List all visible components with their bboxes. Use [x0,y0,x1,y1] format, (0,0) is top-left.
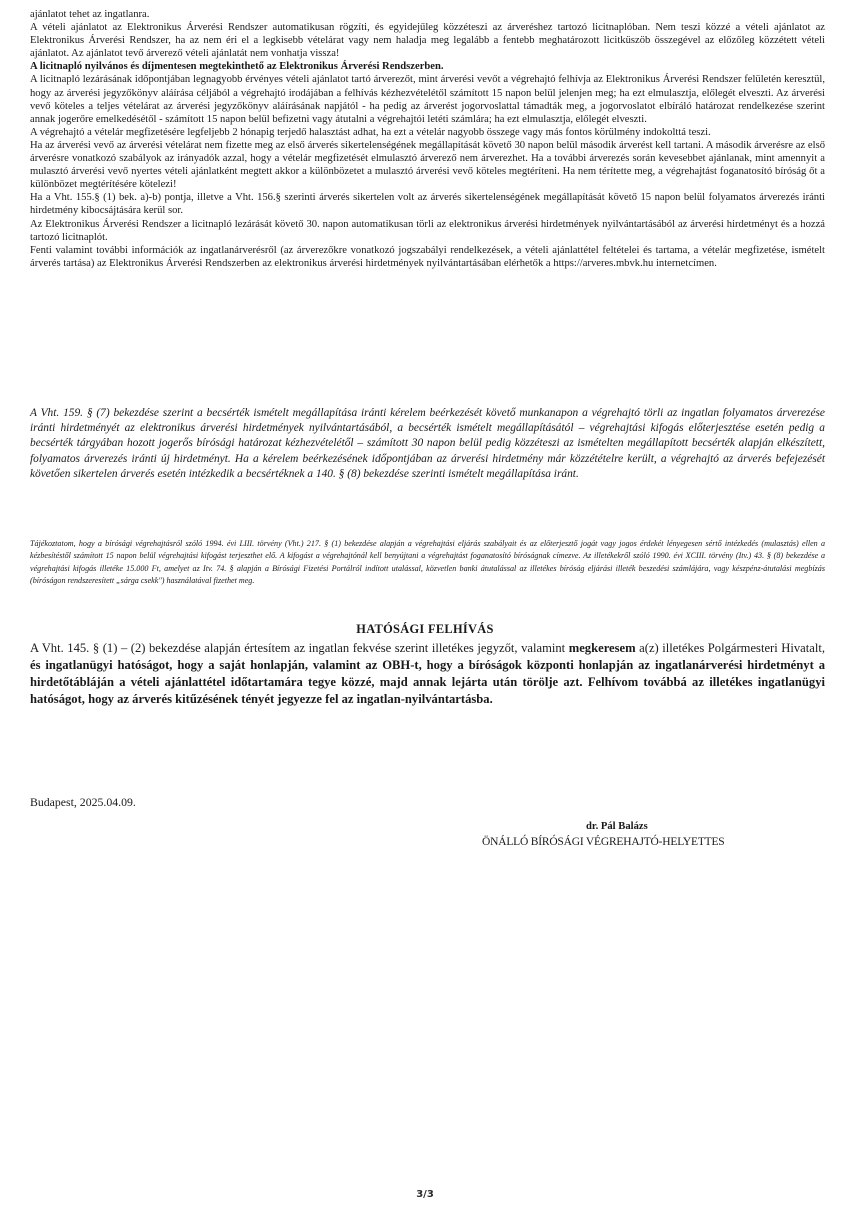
body-line-1: ajánlatot tehet az ingatlanra. [30,9,150,20]
authority-text-part-1: A Vht. 145. § (1) – (2) bekezdése alapján értesítem az ingatlan fekvése szerint illetékes jegyzőt, valamint [30,641,569,655]
signer-title: ÖNÁLLÓ BÍRÓSÁGI VÉGREHAJTÓ-HELYETTES [482,836,725,848]
signer-name: dr. Pál Balázs [586,821,648,832]
place-date: Budapest, 2025.04.09. [30,795,136,809]
legal-remedy-text: Tájékoztatom, hogy a bírósági végrehajtásról szóló 1994. évi LIII. törvény (Vht.) 217. § (1) bekezdése alapján a végrehajtási eljárás szabályait és az előterjesztő jogát vagy jogos érdekét lényegesen sértő intézkedés (mulasztás) ellen a kézbesítéstől számított 15 napon belül végrehajtási kifogást terjeszthet elő. A kifogást a végrehajtónál kell benyújtani a végrehajtást foganatosító bíróságnak címezve. Az illetékekről szóló 1990. évi XCIII. törvény (Itv.) 43. § (8) bekezdése a végrehajtási kifogás illetéke 15.000 Ft, amelyet az Itv. 74. § alapján a Bírósági Fizetési Portálról indított utalással, közvetlen banki átutalással az illetékes bíróság eljárási illeték beszedési számlájára, vagy készpénz-átutalási megbízás (bíróságon rendszeresített „sárga csekk") használatával fizethet meg. [30,539,825,585]
body-para-6: Az Elektronikus Árverési Rendszer a licitnapló lezárását követő 30. napon automatikusan törli az elektronikus árverési hirdetmények nyilvántartásából az árverési hirdetményt és a hozzá tartozó licitnaplót. [30,218,825,243]
legal-remedy-notice [30,538,825,587]
auction-rules-section [30,8,825,270]
authority-text-bold-1: megkeresem [568,641,636,655]
body-para-2: A licitnapló lezárásának időpontjában legnagyobb érvényes vételi ajánlatot tartó árverezőt, mint árverési vevőt a végrehajtó felhívja az Elektronikus Árverési Rendszer felületén keresztül, hogy az árverési jegyzőkönyv aláírása céljából a végrehajtó irodájában a felhívás kézhezvételétől számított 15 napon belül jelenjen meg; ha ezt elmulasztja, előlegét elveszti. Az árverési vevő köteles a teljes vételárat az árverési jegyzőkönyv aláírásának napjától - ha pedig az árverést jogorvoslattal támadták meg, a jogorvoslatot elbíráló határozat rendelkezése szerint annak jogerőre emelkedésétől - számított 15 napon belül befizetni vagy átutalni a végrehajtói letéti számlára; ha ezt elmulasztja, előlegét elveszti. [30,74,825,125]
body-para-7: Fenti valamint további információk az ingatlanárverésről (az árverezőkre vonatkozó jogszabályi rendelkezések, a vételi ajánlattétel feltételei és tartama, a vételár megfizetése, ismételt árverés tartása) az Elektronikus Árverési Rendszerben az elektronikus árverési hirdetmények nyilvántartásában elérhetők a https://arveres.mbvk.hu internetcímen. [30,244,825,269]
body-para-5: Ha a Vht. 155.§ (1) bek. a)-b) pontja, illetve a Vht. 156.§ szerinti árverés sikertelen volt az árverés sikertelenségének megállapítását követő 15 napon belül folyamatos árverezés iránti hirdetmény kibocsájtására kerül sor. [30,192,825,217]
authority-text-bold-2: és ingatlanügyi hatóságot, hogy a saját honlapján, valamint az OBH-t, hogy a bíróságok központi honlapján az ingatlanárverési hirdetményt a hirdetőtábláján a vételi ajánlattétel időtartamára tegye közzé, majd annak lejárta után törölje azt. Felhívom továbbá az illetékes ingatlanügyi hatóságot, hogy az árverés kitűzésének tényét jegyezze fel az ingatlan-nyilvántartásba. [30,658,825,706]
body-para-3: A végrehajtó a vételár megfizetésére legfeljebb 2 hónapig terjedő halasztást adhat, ha ezt a vételár nagyobb összege vagy más fontos körülmény indokolttá teszi. [30,126,711,138]
authority-request-text [30,640,825,708]
body-para-1: A vételi ajánlatot az Elektronikus Árverési Rendszer automatikusan rögzíti, és egyidejűleg közzéteszi az árveréshez tartozó licitnaplóban. Nem teszi közzé a vételi ajánlatot az Elektronikus Árverési Rendszer, ha az nem éri el a legkisebb vételárat vagy nem haladja meg legalább a fentebb meghatározott licitküszöb összegével az előzőleg közzétett vételi ajánlatot. Az ajánlatot tevő árverező vételi ajánlatát nem vonhatja vissza! [30,22,825,60]
body-para-4: Ha az árverési vevő az árverési vételárat nem fizette meg az első árverés sikertelenségének megállapítását követő 30 napon belül második árverést kell tartani. A második árverésre az első árverésre vonatkozó szabályok az irányadók azzal, hogy a vételár megfizetését elmulasztó árverező nem árverezhet. Ha a további árverezés során kevesebbet ajánlanak, mint amennyit a mulasztó árverési vevő nyertes vételi ajánlatként megtett akkor a különbözetet a mulasztó árverési vevő köteles megtéríteni. Ha nem térítette meg, a végrehajtást foganatosító bíróság őt a különbözet megtérítésére kötelezi! [30,139,825,191]
valuation-notice [30,406,825,482]
page-number: 3/3 [416,1189,434,1200]
licitnaplo-heading: A licitnapló nyilvános és díjmentesen megtekinthető az Elektronikus Árverési Rendszerben. [30,61,444,73]
authority-request [30,640,825,708]
authority-text-part-2: a(z) illetékes Polgármesteri Hivatalt, [635,641,825,655]
authority-title: HATÓSÁGI FELHÍVÁS [356,622,494,636]
valuation-notice-text: A Vht. 159. § (7) bekezdése szerint a becsérték ismételt megállapítása iránti kérelem beérkezését követő munkanapon a végrehajtó törli az ingatlan folyamatos árverezése iránti hirdetményét az elektronikus árverési hirdetmények nyilvántartásából, a becsérték ismételt megállapításától – végrehajtási kifogás előterjesztése esetén pedig a becsérték tárgyában hozott jogerős bírósági határozat kézhezvételétől – számított 30 napon belül pedig közzéteszi az ismételten megállapított becsérték alapján elkészített, folyamatos árverezés iránti új hirdetményt. Ha a kérelem beérkezésének időpontjában az árverési hirdetmény már közzétételre került, a végrehajtó az árverés befejezését követően sikertelen árverés esetén intézkedik a becsértéknek a 140. § (8) bekezdése szerinti ismételt megállapítása iránt. [30,407,825,480]
